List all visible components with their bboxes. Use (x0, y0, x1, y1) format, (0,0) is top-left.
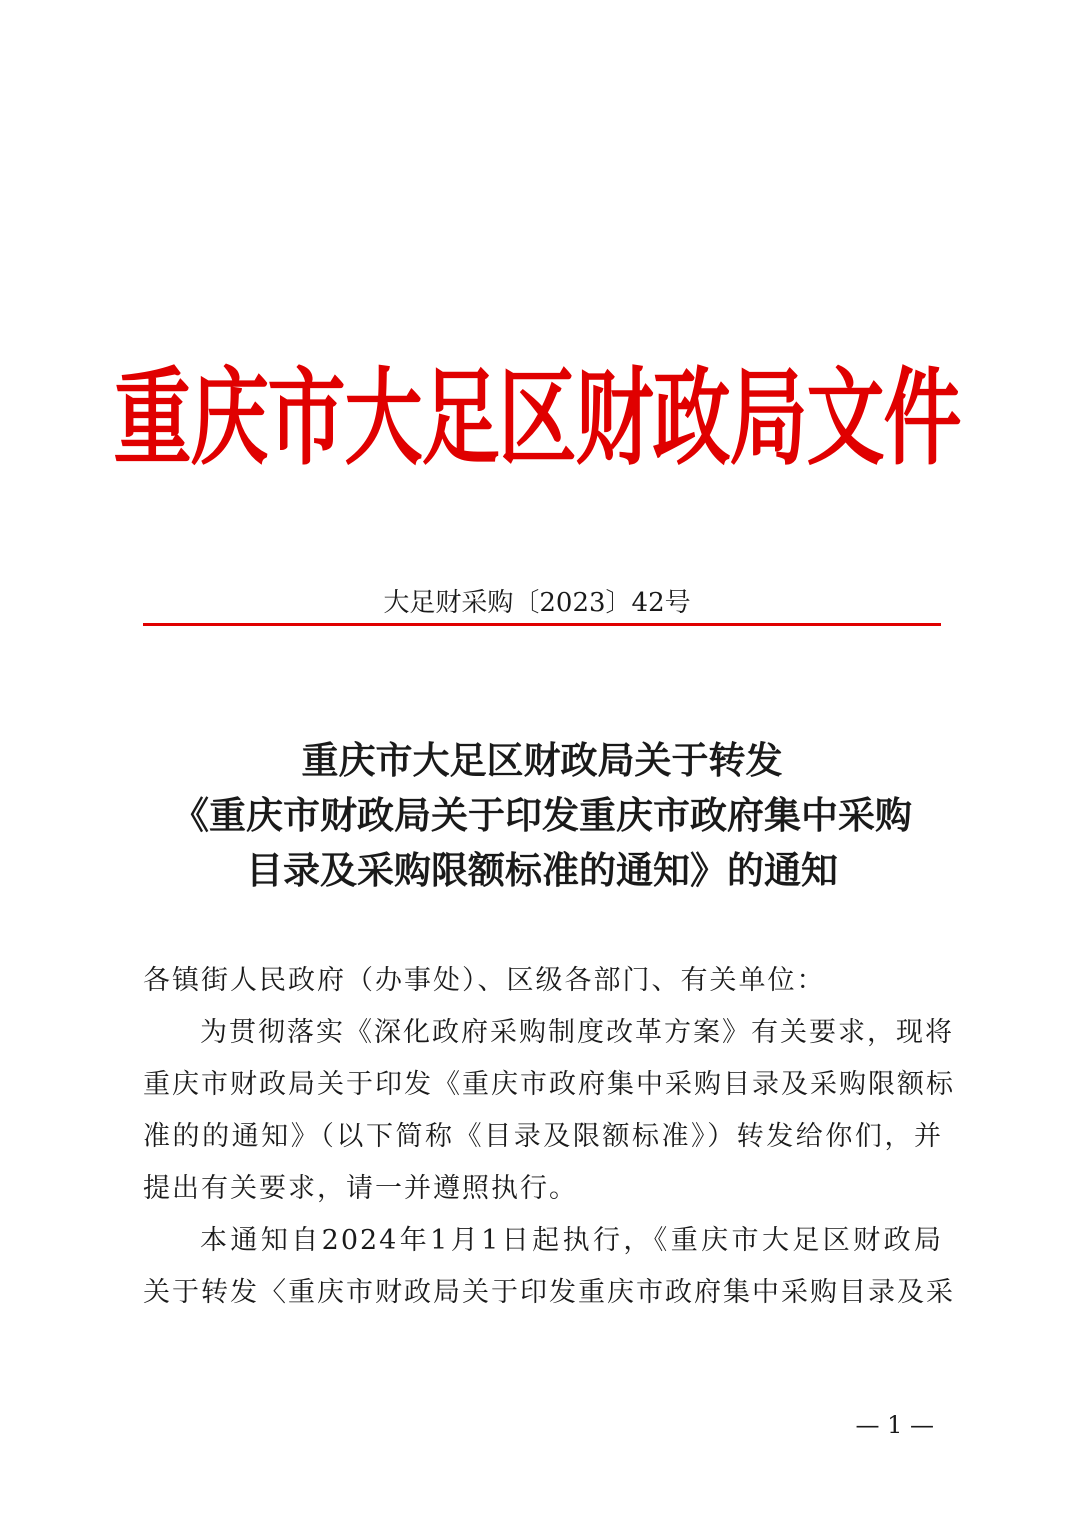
paragraph-1-line-2: 重庆市财政局关于印发《重庆市政府集中采购目录及采购限额标 (143, 1069, 955, 1100)
document-title (100, 733, 984, 898)
red-separator-line (143, 623, 941, 626)
paragraph-1-line-3: 准的的通知》（以下简称《目录及限额标准》）转发给你们，并 (143, 1121, 943, 1152)
paragraph-1-line-4: 提出有关要求，请一并遵照执行。 (143, 1173, 578, 1204)
paragraph-2-line-1: 本通知自2024年1月1日起执行，《重庆市大足区财政局 (200, 1225, 943, 1256)
document-body (143, 955, 955, 1319)
issuing-authority-header: 重庆市大足区财政局文件 (113, 357, 961, 481)
page-number: — 1 — (855, 1411, 934, 1439)
salutation: 各镇街人民政府（办事处）、区级各部门、有关单位： (143, 965, 826, 996)
title-line-3: 目录及采购限额标准的通知》的通知 (246, 848, 838, 892)
paragraph-2-line-2: 关于转发〈重庆市财政局关于印发重庆市政府集中采购目录及采 (143, 1277, 955, 1308)
document-number: 大足财采购〔2023〕42号 (383, 588, 691, 618)
title-line-1: 重庆市大足区财政局关于转发 (301, 738, 783, 782)
title-line-2: 《重庆市财政局关于印发重庆市政府集中采购 (172, 793, 912, 837)
paragraph-1-line-1: 为贯彻落实《深化政府采购制度改革方案》有关要求，现将 (200, 1017, 954, 1048)
